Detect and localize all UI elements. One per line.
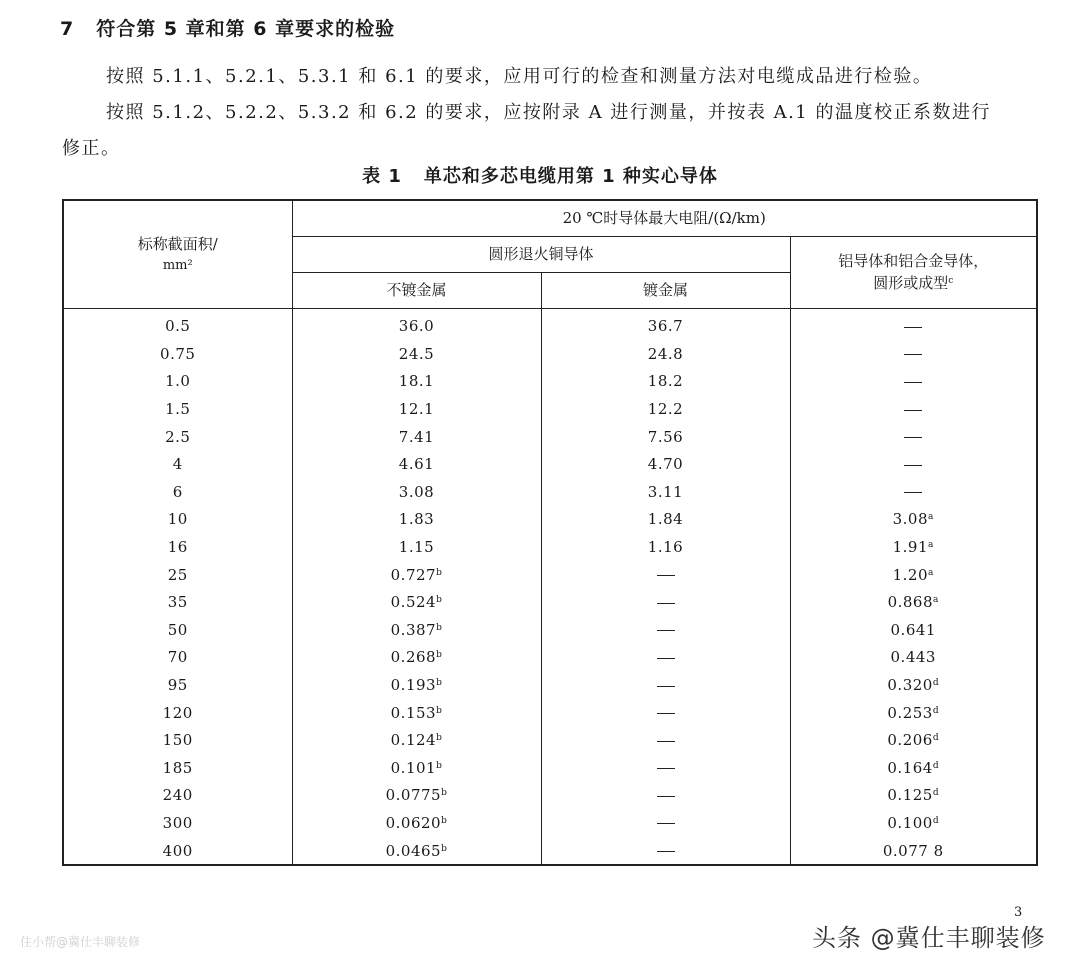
footnote-mark: d — [932, 733, 940, 744]
cell-plain-value: 0.268 — [390, 648, 437, 667]
cell-plain — [292, 837, 541, 866]
footnote-mark: d — [932, 705, 940, 716]
footnote-mark: a — [928, 540, 934, 551]
header-area-label: 标称截面积/ — [137, 235, 218, 254]
cell-plain — [292, 754, 541, 782]
section-heading — [60, 14, 395, 41]
dash-mark — [904, 327, 922, 328]
cell-plain-value: 0.727 — [390, 565, 437, 584]
table-row — [63, 726, 1037, 754]
cell-plain — [292, 699, 541, 727]
cell-area-value: 35 — [167, 593, 188, 612]
cell-area-value: 6 — [172, 482, 183, 501]
footnote-mark: b — [436, 595, 443, 606]
cell-aluminium — [790, 340, 1037, 368]
cell-plain — [292, 809, 541, 837]
header-aluminium-line1: 铝导体和铝合金导体， — [838, 251, 989, 270]
dash-mark — [904, 492, 922, 493]
section-title: 符合第 5 章和第 6 章要求的检验 — [96, 18, 396, 40]
cell-plain-value: 0.0465 — [385, 841, 442, 860]
cell-area-value: 120 — [162, 703, 193, 722]
cell-area — [63, 423, 292, 451]
header-area — [63, 200, 292, 308]
cell-aluminium — [790, 588, 1037, 616]
cell-coated-value: 3.11 — [647, 482, 684, 501]
table-caption — [0, 162, 1080, 188]
resistance-table — [62, 199, 1038, 866]
table-row — [63, 809, 1037, 837]
table-row — [63, 837, 1037, 866]
cell-plain — [292, 616, 541, 644]
cell-plain-value: 0.193 — [390, 676, 437, 695]
table-row — [63, 506, 1037, 534]
table-row — [63, 478, 1037, 506]
header-group: 20 ℃时导体最大电阻/(Ω/km) — [292, 200, 1037, 236]
header-copper-group: 圆形退火铜导体 — [292, 236, 790, 272]
dash-mark — [657, 658, 675, 659]
cell-area-value: 10 — [167, 510, 188, 529]
page-number: 3 — [1014, 905, 1023, 920]
table-label: 表 1 — [362, 166, 402, 187]
cell-plain-value: 24.5 — [398, 344, 435, 363]
cell-plain — [292, 782, 541, 810]
cell-area-value: 4 — [172, 455, 183, 474]
header-aluminium-line2 — [791, 272, 1037, 295]
dash-mark — [657, 686, 675, 687]
cell-plain — [292, 671, 541, 699]
cell-coated-value: 7.56 — [647, 427, 684, 446]
dash-mark — [657, 713, 675, 714]
footnote-mark: b — [436, 622, 443, 633]
cell-area — [63, 588, 292, 616]
cell-plain-value: 1.83 — [398, 510, 435, 529]
cell-area — [63, 478, 292, 506]
cell-coated — [541, 616, 790, 644]
cell-area-value: 240 — [162, 786, 193, 805]
cell-aluminium-value: 1.91 — [892, 538, 929, 557]
table-row — [63, 395, 1037, 423]
cell-area — [63, 450, 292, 478]
table-row — [63, 561, 1037, 589]
header-aluminium-note: c — [948, 276, 954, 286]
header-coated: 镀金属 — [541, 272, 790, 308]
table-row — [63, 588, 1037, 616]
table-row — [63, 782, 1037, 810]
cell-coated — [541, 754, 790, 782]
cell-area — [63, 395, 292, 423]
cell-aluminium-value: 0.443 — [890, 648, 936, 667]
table-caption-text: 单芯和多芯电缆用第 1 种实心导体 — [423, 166, 718, 187]
cell-coated-value: 18.2 — [647, 372, 684, 391]
cell-aluminium-value: 0.125 — [887, 786, 933, 805]
table-row — [63, 533, 1037, 561]
cell-coated — [541, 450, 790, 478]
paragraph-3: 修正。 — [62, 138, 121, 159]
cell-area — [63, 340, 292, 368]
cell-area-value: 2.5 — [165, 427, 191, 446]
cell-coated — [541, 506, 790, 534]
cell-coated — [541, 588, 790, 616]
table-row — [63, 699, 1037, 727]
cell-area-value: 0.75 — [160, 344, 196, 363]
cell-area-value: 0.5 — [165, 317, 191, 336]
cell-coated — [541, 671, 790, 699]
cell-area-value: 1.5 — [165, 400, 191, 419]
cell-plain — [292, 644, 541, 672]
cell-aluminium-value: 0.164 — [887, 758, 933, 777]
footnote-mark: b — [436, 567, 443, 578]
cell-plain-value: 3.08 — [398, 482, 435, 501]
cell-plain-value: 18.1 — [398, 372, 435, 391]
table-row — [63, 308, 1037, 340]
cell-area — [63, 782, 292, 810]
cell-coated-value: 24.8 — [647, 344, 684, 363]
cell-plain — [292, 478, 541, 506]
cell-aluminium — [790, 395, 1037, 423]
cell-coated-value: 12.2 — [647, 400, 684, 419]
cell-aluminium — [790, 837, 1037, 866]
cell-coated-value: 4.70 — [647, 455, 684, 474]
cell-aluminium — [790, 616, 1037, 644]
footnote-mark: a — [928, 512, 934, 523]
cell-area — [63, 368, 292, 396]
cell-area-value: 16 — [167, 538, 188, 557]
footnote-mark: b — [441, 788, 448, 799]
cell-plain-value: 0.0775 — [385, 786, 442, 805]
footnote-mark: d — [932, 788, 940, 799]
cell-area-value: 1.0 — [165, 372, 191, 391]
table-row — [63, 368, 1037, 396]
footnote-mark: b — [441, 843, 448, 854]
cell-plain-value: 0.153 — [390, 703, 437, 722]
cell-aluminium — [790, 308, 1037, 340]
cell-aluminium-value: 3.08 — [892, 510, 929, 529]
table-row — [63, 340, 1037, 368]
cell-coated — [541, 837, 790, 866]
footnote-mark: d — [932, 678, 940, 689]
dash-mark — [657, 603, 675, 604]
cell-aluminium-value: 0.253 — [887, 703, 933, 722]
section-number: 7 — [60, 18, 75, 40]
header-aluminium — [790, 236, 1037, 308]
cell-area-value: 50 — [167, 620, 188, 639]
table-row — [63, 644, 1037, 672]
cell-aluminium — [790, 423, 1037, 451]
dash-mark — [657, 630, 675, 631]
cell-aluminium — [790, 699, 1037, 727]
table-row — [63, 754, 1037, 782]
footnote-mark: b — [436, 650, 443, 661]
cell-coated — [541, 561, 790, 589]
cell-aluminium-value: 0.320 — [887, 676, 933, 695]
cell-aluminium-value: 0.206 — [887, 731, 933, 750]
footnote-mark: b — [436, 678, 443, 689]
cell-coated — [541, 699, 790, 727]
cell-area — [63, 506, 292, 534]
cell-area — [63, 308, 292, 340]
cell-aluminium — [790, 450, 1037, 478]
cell-aluminium — [790, 644, 1037, 672]
cell-area-value: 95 — [167, 676, 188, 695]
cell-aluminium — [790, 809, 1037, 837]
cell-aluminium-value: 0.868 — [887, 593, 934, 612]
cell-coated-value: 1.84 — [647, 510, 684, 529]
cell-coated — [541, 809, 790, 837]
cell-aluminium-value: 0.100 — [887, 813, 933, 832]
cell-coated — [541, 423, 790, 451]
cell-plain — [292, 533, 541, 561]
dash-mark — [657, 768, 675, 769]
cell-coated — [541, 782, 790, 810]
dash-mark — [904, 465, 922, 466]
dash-mark — [657, 851, 675, 852]
cell-aluminium-value: 1.20 — [892, 565, 929, 584]
dash-mark — [657, 796, 675, 797]
cell-plain — [292, 561, 541, 589]
dash-mark — [657, 575, 675, 576]
dash-mark — [904, 354, 922, 355]
cell-plain — [292, 423, 541, 451]
footnote-mark: b — [441, 815, 448, 826]
paragraph-2: 按照 5.1.2、5.2.2、5.3.2 和 6.2 的要求，应按附录 A 进行测量，并按表 A.1 的温度校正系数进行 — [106, 102, 991, 123]
cell-aluminium-value: 0.077 8 — [882, 841, 944, 860]
dash-mark — [657, 823, 675, 824]
cell-plain-value: 0.524 — [390, 593, 437, 612]
dash-mark — [657, 741, 675, 742]
cell-coated — [541, 533, 790, 561]
cell-area — [63, 561, 292, 589]
footnote-mark: a — [928, 567, 934, 578]
cell-area-value: 300 — [162, 813, 193, 832]
cell-plain-value: 0.124 — [390, 731, 437, 750]
cell-plain — [292, 308, 541, 340]
cell-aluminium — [790, 726, 1037, 754]
cell-area — [63, 644, 292, 672]
cell-aluminium — [790, 506, 1037, 534]
table-row — [63, 423, 1037, 451]
cell-plain-value: 0.101 — [390, 758, 437, 777]
cell-aluminium-value: 0.641 — [890, 620, 936, 639]
table-row — [63, 616, 1037, 644]
cell-plain-value: 1.15 — [398, 538, 435, 557]
footnote-mark: a — [933, 595, 939, 606]
cell-area-value: 70 — [167, 648, 188, 667]
cell-plain-value: 7.41 — [398, 427, 435, 446]
footnote-mark: b — [436, 733, 443, 744]
cell-plain — [292, 506, 541, 534]
cell-coated — [541, 644, 790, 672]
cell-aluminium — [790, 368, 1037, 396]
cell-plain-value: 4.61 — [398, 455, 435, 474]
cell-area — [63, 726, 292, 754]
cell-plain — [292, 450, 541, 478]
cell-aluminium — [790, 671, 1037, 699]
dash-mark — [904, 410, 922, 411]
table-row — [63, 450, 1037, 478]
cell-plain — [292, 588, 541, 616]
cell-plain — [292, 340, 541, 368]
cell-plain-value: 36.0 — [398, 317, 435, 336]
cell-plain — [292, 368, 541, 396]
cell-coated — [541, 478, 790, 506]
cell-aluminium — [790, 782, 1037, 810]
footnote-mark: b — [436, 760, 443, 771]
cell-coated-value: 1.16 — [647, 538, 684, 557]
paragraph-1: 按照 5.1.1、5.2.1、5.3.1 和 6.1 的要求，应用可行的检查和测量方法对电缆成品进行检验。 — [106, 66, 933, 87]
cell-area — [63, 533, 292, 561]
cell-aluminium — [790, 754, 1037, 782]
cell-area-value: 400 — [162, 841, 193, 860]
cell-area — [63, 699, 292, 727]
cell-coated — [541, 340, 790, 368]
cell-aluminium — [790, 561, 1037, 589]
cell-area-value: 185 — [162, 758, 193, 777]
header-plain: 不镀金属 — [292, 272, 541, 308]
footnote-mark: d — [932, 815, 940, 826]
header-area-unit: mm² — [162, 257, 193, 273]
footnote-mark: b — [436, 705, 443, 716]
cell-aluminium — [790, 533, 1037, 561]
cell-coated — [541, 726, 790, 754]
footnote-mark: d — [932, 760, 940, 771]
cell-plain-value: 0.0620 — [385, 813, 442, 832]
cell-area — [63, 671, 292, 699]
cell-area — [63, 616, 292, 644]
cell-plain — [292, 395, 541, 423]
cell-area — [63, 754, 292, 782]
dash-mark — [904, 437, 922, 438]
watermark-left: 住小帮@冀仕丰聊装修 — [20, 935, 141, 949]
table-row — [63, 671, 1037, 699]
cell-coated — [541, 395, 790, 423]
cell-area-value: 25 — [167, 565, 188, 584]
dash-mark — [904, 382, 922, 383]
header-aluminium-line2-text: 圆形或成型 — [873, 274, 949, 292]
cell-area — [63, 837, 292, 866]
cell-coated — [541, 308, 790, 340]
cell-aluminium — [790, 478, 1037, 506]
cell-plain-value: 0.387 — [390, 620, 437, 639]
cell-plain — [292, 726, 541, 754]
cell-area — [63, 809, 292, 837]
cell-coated — [541, 368, 790, 396]
cell-coated-value: 36.7 — [647, 317, 684, 336]
watermark-right: 头条 @冀仕丰聊装修 — [812, 924, 1046, 952]
cell-plain-value: 12.1 — [398, 400, 435, 419]
cell-area-value: 150 — [162, 731, 193, 750]
